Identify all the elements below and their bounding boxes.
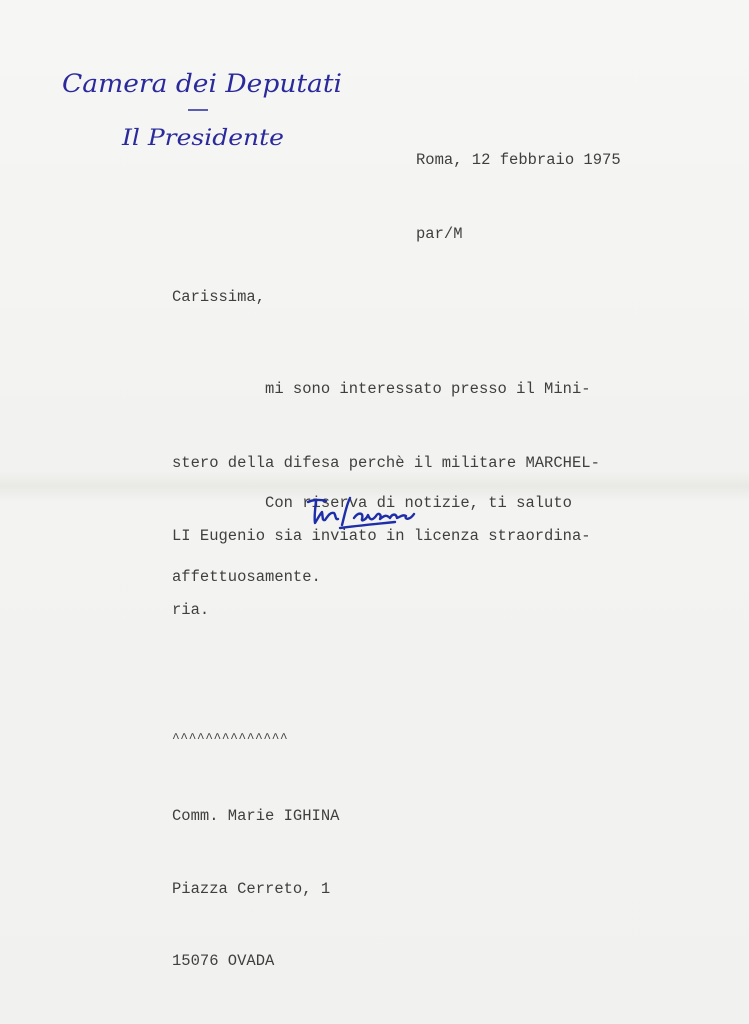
signature-drawing [300, 490, 430, 535]
closing-paragraph [172, 442, 572, 638]
letterhead-office: Il Presidente [120, 126, 284, 151]
date-block [416, 99, 621, 295]
body-line: ria. [172, 600, 210, 619]
handwritten-signature [300, 490, 430, 535]
address-line: Piazza Cerreto, 1 [172, 879, 331, 898]
reference-code: par/M [416, 224, 463, 243]
body-line: stero della difesa perchè il militare MARCHEL- [172, 453, 600, 472]
separator-line: ^^^^^^^^^^^^^^ [172, 731, 289, 746]
closing-line: affettuosamente. [172, 567, 321, 586]
address-line: 15076 OVADA [172, 952, 275, 970]
body-line: LI Eugenio sia inviato in licenza straordina- [172, 527, 591, 545]
place-date: Roma, 12 febbraio 1975 [416, 151, 621, 169]
body-line: mi sono interessato presso il Mini- [172, 380, 591, 398]
salutation: Carissima, [172, 288, 266, 306]
closing-line: Con riserva di notizie, ti saluto [172, 494, 572, 512]
recipient-address [172, 756, 339, 1022]
letterhead-script [60, 58, 360, 158]
letterhead [60, 58, 360, 158]
letterhead-institution: Camera dei Deputati [62, 69, 342, 98]
address-line: Comm. Marie IGHINA [172, 807, 340, 825]
